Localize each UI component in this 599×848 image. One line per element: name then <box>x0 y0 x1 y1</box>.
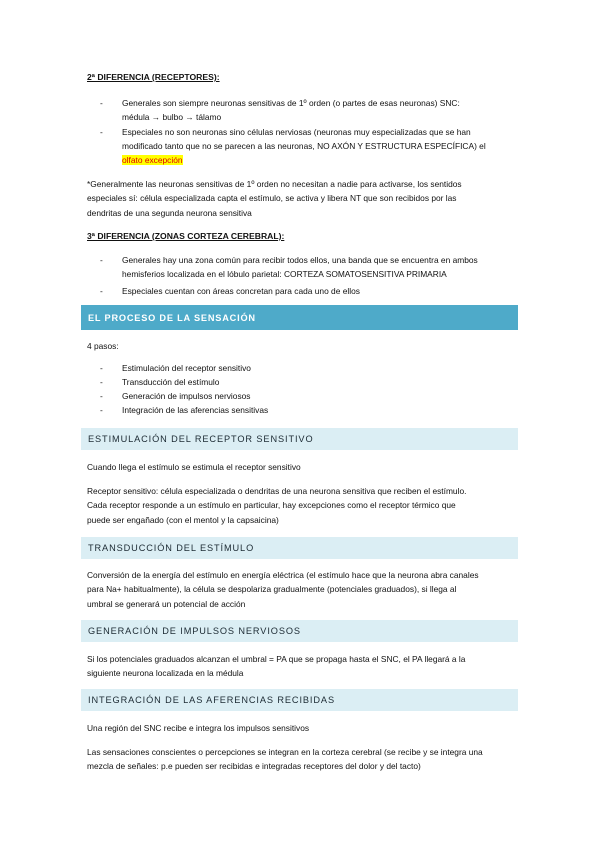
transduccion-paragraph <box>87 568 517 611</box>
list-item <box>100 361 268 375</box>
transduccion-line2: para Na+ habitualmente), la célula se despolariza gradualmente (potenciales graduados), si llega al <box>87 584 457 595</box>
diff3-b1-line2: hemisferios localizada en el lóbulo parietal: CORTEZA SOMATOSENSITIVA PRIMARIA <box>122 269 447 280</box>
generacion-line1: Si los potenciales graduados alcanzan el umbral = PA que se propaga hasta el SNC, el PA llegará a la <box>87 654 466 664</box>
transduccion-line3: umbral se generará un potencial de acción <box>87 598 246 609</box>
diff2-title: 2ª DIFERENCIA (RECEPTORES): <box>87 72 220 82</box>
bullet-dash: - <box>100 255 103 265</box>
note-line2: especiales sí: célula especializada capta el estímulo, se activa y libera NT que son recibidos por las <box>87 193 457 204</box>
bullet-dash: - <box>100 391 103 401</box>
diff2-b2-line2: modificado tanto que no se parecen a las neuronas, NO AXÓN Y ESTRUCTURA ESPECÍFICA) el <box>122 140 486 151</box>
step-4: Integración de las aferencias sensitivas <box>122 405 269 415</box>
estimulacion-p2-line1: Receptor sensitivo: célula especializada o dendritas de una neurona sensitiva que reciben el estímulo. <box>87 486 467 496</box>
section-banner-proceso: EL PROCESO DE LA SENSACIÓN <box>81 305 518 330</box>
step-1: Estimulación del receptor sensitivo <box>122 363 251 373</box>
diff3-title: 3ª DIFERENCIA (ZONAS CORTEZA CEREBRAL): <box>87 231 285 241</box>
note-paragraph <box>87 177 517 220</box>
note-line3: dendritas de una segunda neurona sensitiva <box>87 207 252 218</box>
diff3-b1-line1: Generales hay una zona común para recibir todos ellos, una banda que se encuentra en ambos <box>122 255 478 265</box>
list-item <box>100 403 268 417</box>
integracion-p1: Una región del SNC recibe e integra los impulsos sensitivos <box>87 723 310 733</box>
step-2: Transducción del estímulo <box>122 377 220 387</box>
diff3-list <box>100 253 510 298</box>
generacion-paragraph <box>87 652 517 681</box>
diff2-b2: Especiales no son neuronas sino células nerviosas (neuronas muy especializadas que se han <box>122 126 471 137</box>
highlighted-text: olfato excepción <box>122 155 183 166</box>
section-banner-generacion: GENERACIÓN DE IMPULSOS NERVIOSOS <box>81 620 518 642</box>
section-banner-transduccion: TRANSDUCCIÓN DEL ESTÍMULO <box>81 537 518 559</box>
section-banner-estimulacion: ESTIMULACIÓN DEL RECEPTOR SENSITIVO <box>81 428 518 450</box>
list-item <box>100 284 510 298</box>
generacion-line2: siguiente neurona localizada en la médula <box>87 668 244 679</box>
estimulacion-p2-line3: puede ser engañado (con el mentol y la capsaicina) <box>87 514 279 525</box>
list-item <box>100 389 268 403</box>
diff2-list <box>100 96 510 167</box>
diff2-b1-line2: médula → bulbo → tálamo <box>122 112 222 123</box>
list-item <box>100 96 510 125</box>
integracion-p2-line2: mezcla de señales: p.e pueden ser recibidas e integradas receptores del dolor y del tacto) <box>87 761 421 772</box>
transduccion-line1: Conversión de la energía del estímulo en energía eléctrica (el estímulo hace que la neurona abra canales <box>87 570 479 580</box>
bullet-dash: - <box>100 285 103 296</box>
list-item <box>100 125 510 168</box>
bullet-dash: - <box>100 363 103 373</box>
steps-list <box>100 361 268 417</box>
note-line1: *Generalmente las neuronas sensitivas de 1º orden no necesitan a nadie para activarse, los sentidos <box>87 179 462 189</box>
estimulacion-p2 <box>87 484 517 527</box>
estimulacion-p1: Cuando llega el estímulo se estimula el receptor sensitivo <box>87 462 301 472</box>
bullet-dash: - <box>100 377 103 387</box>
diff3-b2: Especiales cuentan con áreas concretan para cada uno de ellos <box>122 285 360 296</box>
step-3: Generación de impulsos nerviosos <box>122 391 251 401</box>
integracion-p2 <box>87 745 517 774</box>
section-banner-integracion: INTEGRACIÓN DE LAS AFERENCIAS RECIBIDAS <box>81 689 518 711</box>
estimulacion-p2-line2: Cada receptor responde a un estímulo en particular, hay excepciones como el receptor térmico que <box>87 500 456 511</box>
integracion-p2-line1: Las sensaciones conscientes o percepciones se integran en la corteza cerebral (se recibe y se integra una <box>87 747 483 757</box>
diff2-b1: Generales son siempre neuronas sensitivas de 1º orden (o partes de esas neuronas) SNC: <box>122 98 460 108</box>
list-item <box>100 253 510 282</box>
bullet-dash: - <box>100 126 103 137</box>
bullet-dash: - <box>100 405 103 415</box>
proceso-intro: 4 pasos: <box>87 341 119 351</box>
bullet-dash: - <box>100 98 103 108</box>
list-item <box>100 375 268 389</box>
